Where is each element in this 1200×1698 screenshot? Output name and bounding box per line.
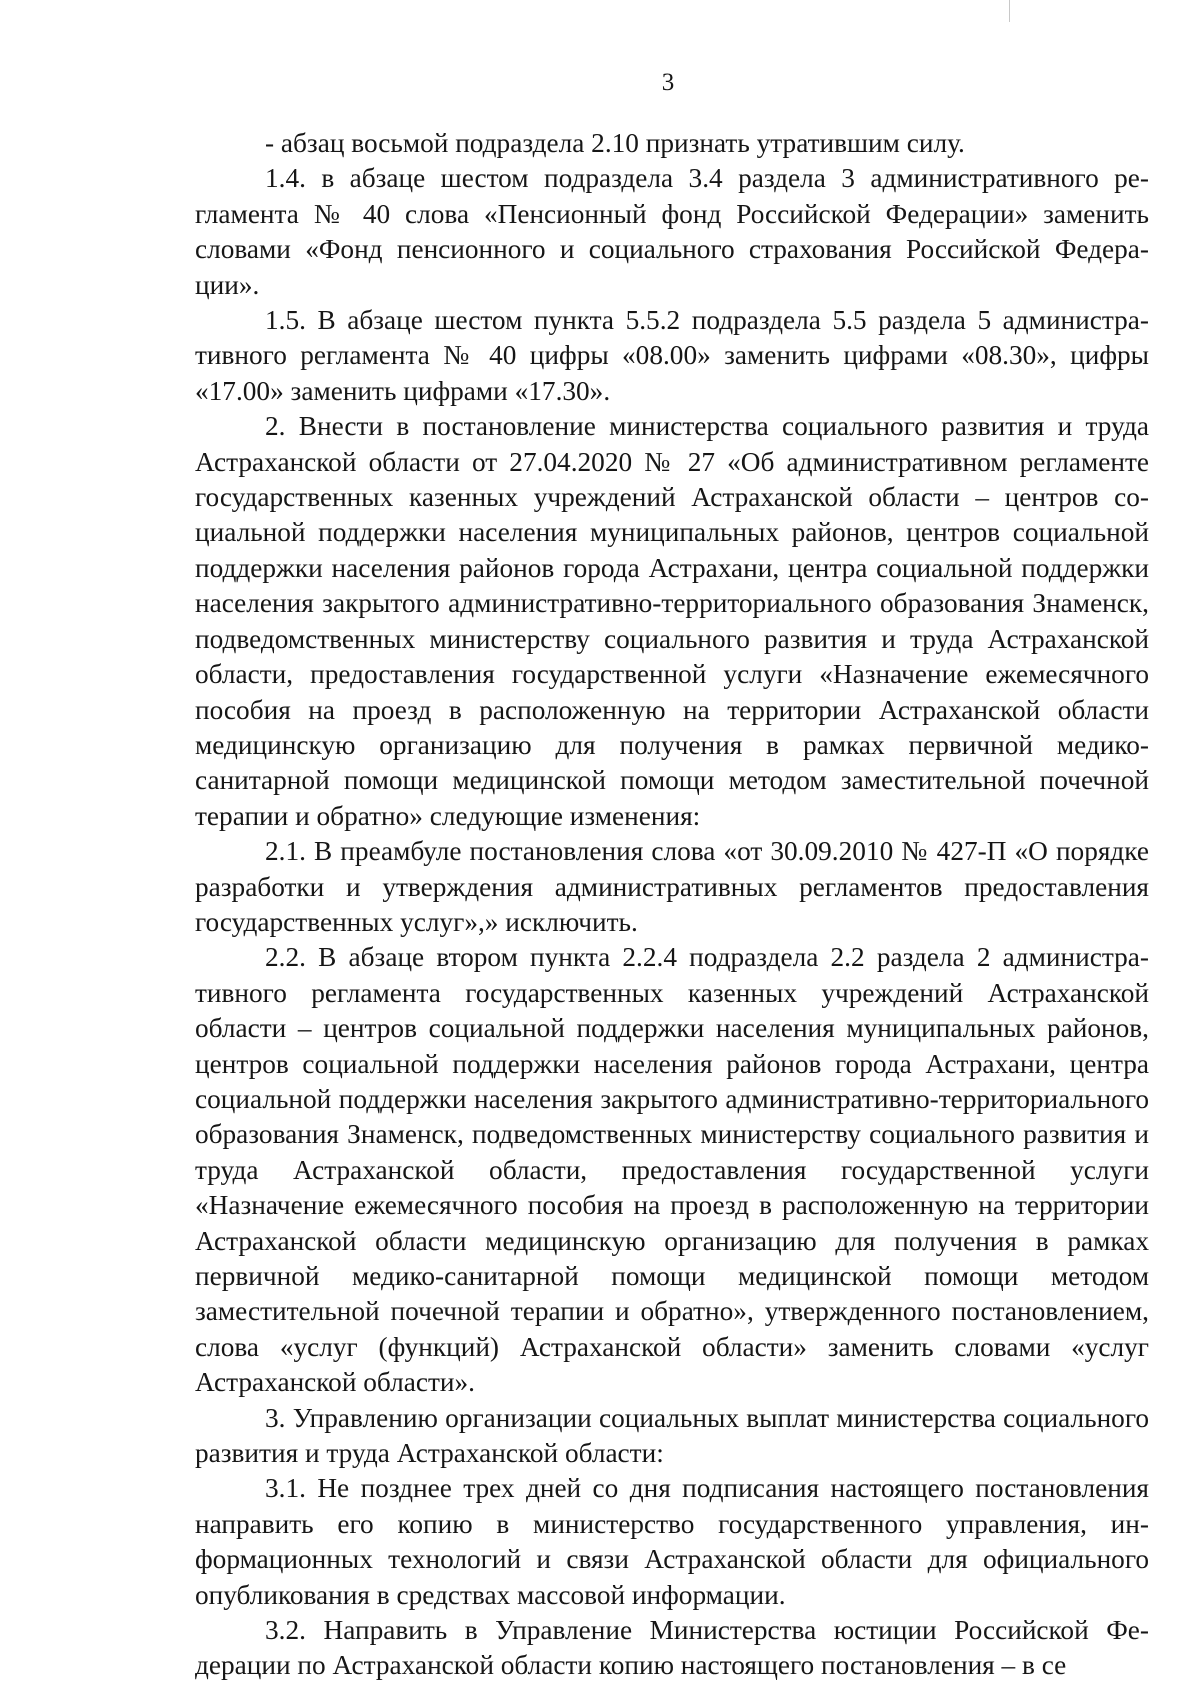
page-number: 3 [661,69,675,96]
paragraph-9: 3.2. Направить в Управление Министерства юстиции Российской Федерации по Астраханской области копию настоящего постановления – в се [195,1615,1149,1681]
paragraph-8: 3.1. Не позднее трех дней со дня подписания настоящего постановления направить его копию в министерство государственного управления, информационных технологий и связи Астраханской области для официального опубликования в средствах массовой информации. [195,1473,1149,1610]
paragraph-4: 2. Внести в постановление министерства социального развития и труда Астраханской области от 27.04.2020 № 27 «Об административном регламенте государственных казенных учреждений Астраханской области – центров социальной поддержки населения муниципальных районов, центров социальной поддержки населения районов города Астрахани, центра социальной поддержки населения закрытого административно-территориального образования Знаменск, подведомственных министерству социального развития и труда Астраханской области, предоставления государственной услуги «Назначение ежемесячного пособия на проезд в расположенную на территории Астраханской области медицинскую организацию для получения в рамках первичной медико-санитарной помощи медицинской помощи методом заместительной почечной терапии и обратно» следующие изменения: [195,411,1149,831]
paragraph-7: 3. Управлению организации социальных выплат министерства социального развития и труда Астраханской области: [195,1402,1149,1469]
paragraph-1: - абзац восьмой подраздела 2.10 признать утратившим силу. [265,128,965,158]
paragraph-5: 2.1. В преамбуле постановления слова «от 30.09.2010 № 427-П «О порядке разработки и утверждения административных регламентов предоставления государственных услуг»,» исключить. [195,836,1149,937]
document-body [195,126,1149,1684]
paragraph-2: 1.4. в абзаце шестом подраздела 3.4 раздела 3 административного регламента № 40 слова «Пенсионный фонд Российской Федерации» заменить словами «Фонд пенсионного и социального страхования Российской Федерации». [195,163,1149,300]
paragraph-6: 2.2. В абзаце втором пункта 2.2.4 подраздела 2.2 раздела 2 административного регламента государственных казенных учреждений Астраханской области – центров социальной поддержки населения муниципальных районов, центров социальной поддержки населения районов города Астрахани, центра социальной поддержки населения закрытого административно-территориального образования Знаменск, подведомственных министерству социального развития и труда Астраханской области, предоставления государственной услуги «Назначение ежемесячного пособия на проезд в расположенную на территории Астраханской области медицинскую организацию для получения в рамках первичной медико-санитарной помощи медицинской помощи методом заместительной почечной терапии и обратно», утвержденного постановлением, слова «услуг (функций) Астраханской области» заменить словами «услуг Астраханской области». [195,942,1149,1398]
scan-edge-mark [1009,0,1010,22]
paragraph-3: 1.5. В абзаце шестом пункта 5.5.2 подраздела 5.5 раздела 5 административного регламента № 40 цифры «08.00» заменить цифрами «08.30», цифры «17.00» заменить цифрами «17.30». [195,305,1149,406]
